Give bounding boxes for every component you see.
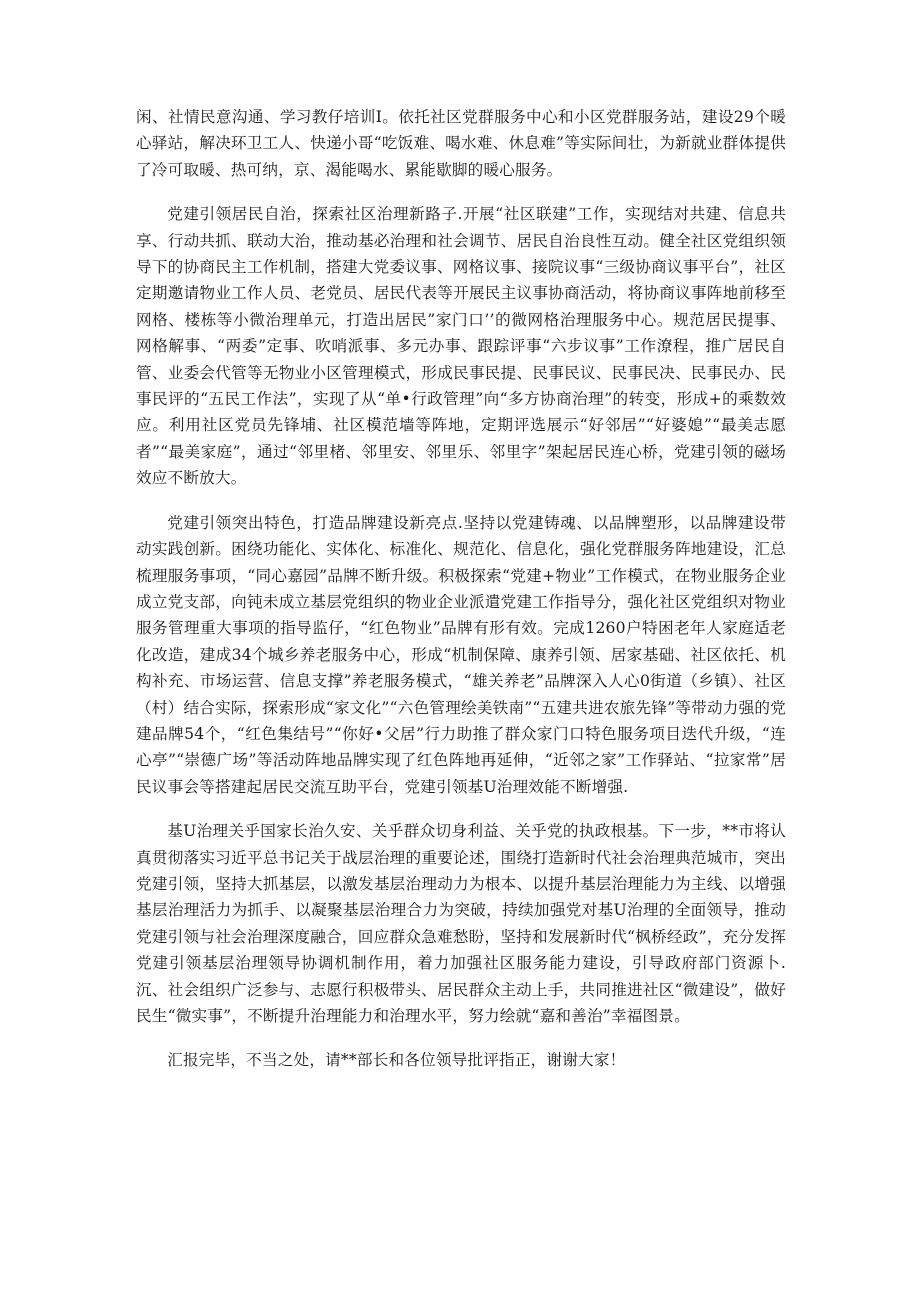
paragraph-resident-autonomy: 党建引领居民自治，探索社区治理新路子.开展“社区联建”工作，实现结对共建、信息共享、行动共抓、联动大治，推动基必治理和社会调节、居民自治良性互动。健全社区党组织领导下的协商民主工作机制，搭建大党委议事、网格议事、接院议事“三级协商议事平台”，社区定期邀请物业工作人员、老党员、居民代表等开展民主议事协商活动，将协商议事阵地前移至网格、楼栋等小微治理单元，打造出居民”家门口’’的微网格治理服务中心。规范居民提事、网格解事、“两委”定事、吹哨派事、多元办事、跟踪评事“六步议事”工作潦程，推广居民自管、业委会代管等无物业小区管理模式，形成民事民提、民事民议、民事民决、民事民办、民事民评的“五民工作法”，实现了从“单•行政管理”向“多方协商治理”的转变，形成+的乘数效应。利用社区党员先锋埔、社区模范墙等阵地，定期评选展示“好邻居”“好婆媳”“最美志愿者”“最美家庭”，通过“邻里楮、邻里安、邻里乐、邻里字”架起居民连心桥，党建引领的磁场效应不断放大。 bbox=[136, 205, 786, 488]
document-body bbox=[136, 104, 786, 1092]
paragraph-next-steps: 基U治理关乎国家长治久安、关乎群众切身利益、关乎党的执政根基。下一步，**市将认真贯彻落实习近平总书记关于战层治理的重要论述，围绕打造新时代社会治理典范城市，突出党建引领，坚持大抓基层，以激发基层治理动力为根本、以提升基层治理能力为主线、以增强基层治理活力为抓手、以凝聚基层治理合力为突破，持续加强党对基U治理的全面领导，推动党建引领与社会治理深度融合，回应群众急难愁盼，坚持和发展新时代“枫桥经政”，充分发挥党建引领基层治理领导协调机制作用，着力加强社区服务能力建设，引导政府部门资源卜.沉、社会组织广泛参与、志愿行积极带头、居民群众主动上手，共同推进社区“微建设”，做好民生“微实事”，不断提升治理能力和治理水平，努力绘就“嘉和善治”幸福图景。 bbox=[136, 822, 786, 1025]
paragraph-closing: 汇报完毕，不当之处，请**部长和各位领导批评指正，谢谢大家！ bbox=[167, 1051, 626, 1070]
paragraph-brand-building: 党建引领突出特色，打造品牌建设新亮点.坚持以党建铸魂、以品牌塑形，以品牌建设带动实践创新。困绕功能化、实体化、标准化、规范化、信息化，强化党群服务阵地建设，汇总梳理服务事项，“同心嘉园”品牌不断升级。积极探索“党建+物业”工作模式，在物业服务企业成立党支部，向钝未成立基层党组织的物业企业派遣党建工作指导分，强化社区党组织对物业服务管理重大事项的指导监仔，“红色物业”品牌有形有效。完成1260户特困老年人家庭适老化改造，建成34个城乡养老服务中心，形成“机制保障、康养引领、居家基础、社区依托、机构补充、市场运营、信息支撑”养老服务模式，“雄关养老”品牌深入人心0街道（乡镇）、社区（村）结合实际，探索形成“家文化”“六色管理绘美铁南”“五建共进农旅先锋”等带动力强的党建品牌54个，“红色集结号”“你好•父居”行力助推了群众家门口特色服务项目迭代升级，“连心亭”“崇德广场”等活动阵地品牌实现了红色阵地再延伸，“近邻之家”工作驿站、“拉家常”居民议事会等搭建起居民交流互助平台，党建引领基U治理效能不断增强. bbox=[136, 513, 786, 796]
paragraph-continuation: 闲、社情民意沟通、学习教仔培训I。依托社区党群服务中心和小区党群服务站，建设29个暖心驿站，解决环卫工人、快递小哥“吃饭难、喝水难、休息难”等实际间壮，为新就业群体提供了冷可取暖、热可纳，京、渴能喝水、累能歇脚的暖心服务。 bbox=[136, 108, 786, 179]
